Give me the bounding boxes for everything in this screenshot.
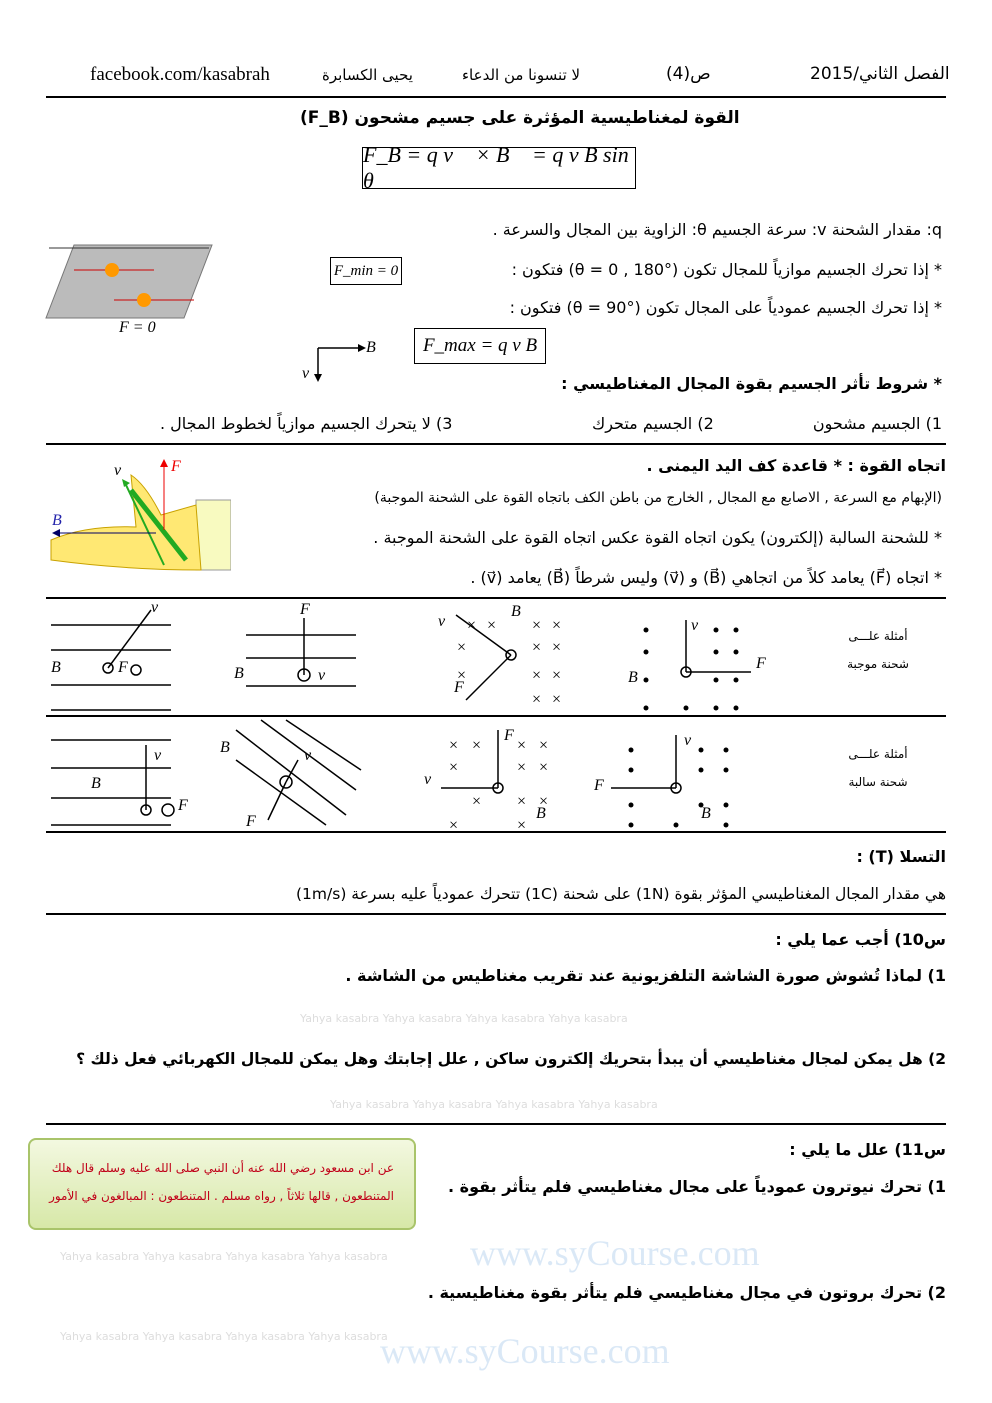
label-f: F bbox=[178, 797, 188, 814]
svg-text:×: × bbox=[531, 639, 542, 656]
label-b: B bbox=[220, 739, 230, 756]
definitions: q: مقدار الشحنة v: سرعة الجسيم θ: الزاوية بين المجال والسرعة . bbox=[492, 220, 942, 239]
label-v: v bbox=[691, 617, 699, 634]
label-f: F bbox=[756, 655, 766, 672]
svg-text:×: × bbox=[516, 737, 527, 754]
watermark-name: Yahya kasabra Yahya kasabra Yahya kasabra Yahya kasabra bbox=[60, 1250, 388, 1263]
condition-1: 1) الجسيم مشحون bbox=[812, 414, 942, 433]
label-v: v bbox=[684, 732, 692, 749]
label-v: v bbox=[154, 747, 162, 764]
label-v: v bbox=[304, 747, 312, 764]
divider bbox=[46, 715, 946, 717]
label-f: F bbox=[454, 679, 464, 696]
header-author: يحيى الكسابرة bbox=[322, 66, 413, 84]
main-formula: F_B = q v⃗ × B⃗ = q v B sin θ bbox=[362, 147, 636, 189]
q10-item-2: 2) هل يمكن لمجال مغناطيسي أن يبدأ بتحريك إلكترون ساكن , علل إجابتك وهل يمكن للمجال الكهربائي فعل ذلك ؟ bbox=[76, 1050, 946, 1068]
svg-text:×: × bbox=[551, 639, 562, 656]
label-b: B bbox=[51, 659, 61, 676]
svg-text:×: × bbox=[516, 759, 527, 776]
v-b-axes-diagram bbox=[296, 330, 376, 385]
svg-text:×: × bbox=[531, 691, 542, 708]
svg-text:×: × bbox=[448, 817, 459, 830]
tesla-definition: هي مقدار المجال المغناطيسي المؤثر بقوة (1N) على شحنة (1C) تتحرك عمودياً عليه بسرعة (1m/s) bbox=[295, 885, 946, 903]
divider bbox=[46, 443, 946, 445]
divider bbox=[46, 831, 946, 833]
label-v: v bbox=[438, 613, 446, 630]
hadith-line-2: المتنطعون , قالها ثلاثاً , رواه مسلم . المتنطعون : المبالغون في الأمور bbox=[49, 1189, 394, 1203]
q10-title: س10) أجب عما يلي : bbox=[775, 930, 946, 949]
header-prayer: لا تنسونا من الدعاء bbox=[462, 66, 581, 84]
watermark: www.syCourse.com bbox=[470, 1233, 760, 1273]
q11-item-2: 2) تحرك بروتون في مجال مغناطيسي فلم يتأثر بقوة مغناطيسية . bbox=[427, 1283, 946, 1302]
label-b: B bbox=[91, 775, 101, 792]
direction-heading: اتجاه القوة : * قاعدة كف اليد اليمنى . bbox=[646, 456, 946, 475]
svg-text:×: × bbox=[516, 793, 527, 810]
label-v: v bbox=[114, 462, 122, 479]
svg-text:×: × bbox=[448, 759, 459, 776]
divider bbox=[46, 96, 946, 98]
condition-3: 3) لا يتحرك الجسيم موازياً لخطوط المجال . bbox=[160, 414, 453, 433]
label-f: F bbox=[300, 601, 310, 618]
svg-text:×: × bbox=[486, 617, 497, 634]
label-b: B bbox=[366, 339, 376, 356]
svg-text:×: × bbox=[538, 793, 549, 810]
page-title: القوة لمغناطيسية المؤثرة على جسيم مشحون (F_B) bbox=[300, 108, 740, 128]
svg-text:×: × bbox=[538, 737, 549, 754]
svg-text:×: × bbox=[538, 759, 549, 776]
label-f: F bbox=[504, 727, 514, 744]
label-b: B bbox=[234, 665, 244, 682]
label-b: B⃗ bbox=[52, 512, 75, 529]
f-zero-label: F = 0 bbox=[119, 319, 156, 335]
right-hand-rule-icon bbox=[46, 455, 231, 580]
fmax-formula: F_max = q v B bbox=[414, 328, 546, 364]
label-v: v bbox=[318, 667, 326, 684]
examples-positive-label: أمثلة علـــى شحنة موجبة bbox=[847, 629, 909, 671]
label-b: B bbox=[511, 603, 521, 620]
divider bbox=[46, 913, 946, 915]
header-page: ص(4) bbox=[666, 64, 711, 84]
svg-text:×: × bbox=[531, 617, 542, 634]
svg-text:×: × bbox=[516, 817, 527, 830]
direction-perpendicular: * اتجاه (F⃗) يعامد كلاً من اتجاهي (B⃗) و (v⃗) وليس شرطاً (B⃗) يعامد (v⃗) . bbox=[470, 568, 942, 587]
svg-text:×: × bbox=[551, 691, 562, 708]
svg-text:×: × bbox=[456, 639, 467, 656]
label-v: v bbox=[424, 771, 432, 788]
label-v: v bbox=[302, 365, 310, 382]
watermark-name: Yahya kasabra Yahya kasabra Yahya kasabra Yahya kasabra bbox=[330, 1098, 658, 1111]
svg-text:×: × bbox=[551, 617, 562, 634]
label-f: F bbox=[118, 659, 128, 676]
direction-negative: * للشحنة السالبة (إلكترون) يكون اتجاه القوة عكس اتجاه القوة على الشحنة الموجبة . bbox=[373, 528, 942, 547]
q11-title: س11) علل ما يلي : bbox=[789, 1140, 946, 1159]
perpendicular-case: * إذا تحرك الجسيم عمودياً على المجال تكون (θ = 90°) فتكون : bbox=[509, 298, 942, 317]
conditions-title: * شروط تأثر الجسيم بقوة المجال المغناطيسي : bbox=[561, 374, 942, 393]
condition-2: 2) الجسيم متحرك bbox=[592, 414, 714, 433]
header-site: facebook.com/kasabrah bbox=[90, 64, 270, 85]
label-f: F bbox=[594, 777, 604, 794]
svg-text:×: × bbox=[471, 737, 482, 754]
watermark-name: Yahya kasabra Yahya kasabra Yahya kasabra Yahya kasabra bbox=[300, 1012, 628, 1025]
hadith-line-1: عن ابن مسعود رضي الله عنه أن النبي صلى الله عليه وسلم قال هلك bbox=[51, 1161, 394, 1175]
q11-item-1: 1) تحرك نيوترون عمودياً على مجال مغناطيسي فلم يتأثر بقوة . bbox=[447, 1177, 946, 1196]
divider bbox=[46, 1123, 946, 1125]
examples-negative-label: أمثلة علـــى شحنة سالبة bbox=[848, 747, 908, 789]
parallel-case: * إذا تحرك الجسيم موازياً للمجال تكون (θ = 0 , 180°) فتكون : bbox=[511, 260, 942, 279]
svg-text:×: × bbox=[456, 667, 467, 684]
fmin-formula: F_min = 0 bbox=[330, 257, 402, 285]
svg-text:×: × bbox=[471, 793, 482, 810]
tesla-title: التسلا (T) : bbox=[856, 847, 946, 866]
svg-text:×: × bbox=[551, 667, 562, 684]
watermark: www.syCourse.com bbox=[380, 1331, 670, 1371]
q10-item-1: 1) لماذا تُشوش صورة الشاشة التلفزيونية عند تقريب مغناطيس من الشاشة . bbox=[345, 966, 946, 985]
label-f: F bbox=[246, 813, 256, 830]
watermark-name: Yahya kasabra Yahya kasabra Yahya kasabra Yahya kasabra bbox=[60, 1330, 388, 1343]
label-f: F⃗ bbox=[171, 458, 194, 475]
svg-text:×: × bbox=[448, 737, 459, 754]
parallel-motion-diagram bbox=[44, 240, 219, 335]
svg-text:×: × bbox=[466, 617, 477, 634]
label-b: B bbox=[701, 805, 711, 822]
label-b: B bbox=[536, 805, 546, 822]
header-term: الفصل الثاني/2015 bbox=[810, 64, 950, 84]
divider bbox=[46, 597, 946, 599]
label-b: B bbox=[628, 669, 638, 686]
direction-note: (الإبهام مع السرعة , الاصابع مع المجال , الخارج من باطن الكف باتجاه القوة على الشحنة الموجبة) bbox=[374, 490, 942, 506]
hadith-scroll bbox=[28, 1138, 416, 1230]
svg-text:×: × bbox=[531, 667, 542, 684]
label-v: v bbox=[151, 600, 159, 616]
